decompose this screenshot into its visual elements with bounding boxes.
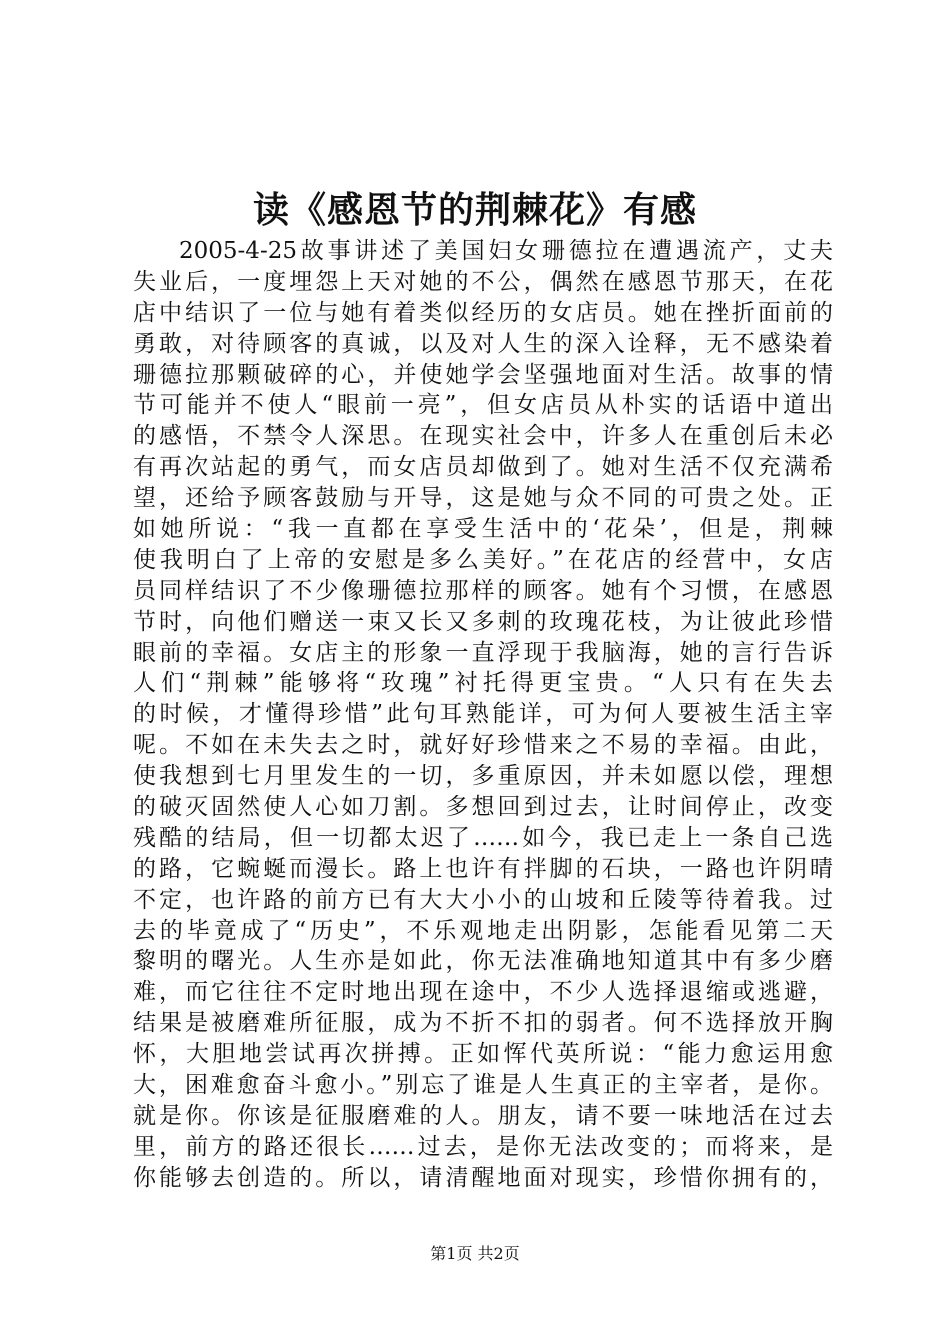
document-title: 读《感恩节的荆棘花》有感 (252, 189, 697, 231)
text-line: 的时候，才懂得珍惜”此句耳熟能详，可为何人要被生活主宰 (133, 701, 833, 728)
text-line: 就是你。你该是征服磨难的人。朋友，请不要一味地活在过去 (133, 1102, 833, 1129)
text-line: 员同样结识了不少像珊德拉那样的顾客。她有个习惯，在感恩 (133, 577, 833, 604)
text-line: 难，而它往往不定时地出现在途中，不少人选择退缩或逃避， (133, 979, 833, 1006)
text-line: 节可能并不使人“眼前一亮”，但女店员从朴实的话语中道出 (133, 392, 833, 419)
text-line: 失业后，一度埋怨上天对她的不公，偶然在感恩节那天，在花 (133, 268, 833, 295)
body-paragraph (133, 236, 833, 1194)
text-line: 的感悟，不禁令人深思。在现实社会中，许多人在重创后未必 (133, 423, 833, 450)
text-line: 店中结识了一位与她有着类似经历的女店员。她在挫折面前的 (133, 299, 833, 326)
text-line: 你能够去创造的。所以，请清醒地面对现实，珍惜你拥有的， (133, 1164, 833, 1191)
text-line: 去的毕竟成了“历史”，不乐观地走出阴影，怎能看见第二天 (133, 917, 833, 944)
text-line: 残酷的结局，但一切都太迟了……如今，我已走上一条自己选 (133, 824, 833, 851)
text-line: 呢。不如在未失去之时，就好好珍惜来之不易的幸福。由此， (133, 732, 833, 759)
text-line: 怀，大胆地尝试再次拼搏。正如恽代英所说：“能力愈运用愈 (133, 1041, 833, 1068)
text-line: 使我明白了上帝的安慰是多么美好。”在花店的经营中，女店 (133, 546, 833, 573)
text-line: 节时，向他们赠送一束又长又多刺的玫瑰花枝，为让彼此珍惜 (133, 608, 833, 635)
text-line: 眼前的幸福。女店主的形象一直浮现于我脑海，她的言行告诉 (133, 639, 833, 666)
text-line: 的破灭固然使人心如刀割。多想回到过去，让时间停止，改变 (133, 794, 833, 821)
text-line: 里，前方的路还很长……过去，是你无法改变的；而将来，是 (133, 1133, 833, 1160)
page-footer: 第1页 共2页 (430, 1244, 520, 1263)
text-line: 珊德拉那颗破碎的心，并使她学会坚强地面对生活。故事的情 (133, 361, 833, 388)
text-line: 有再次站起的勇气，而女店员却做到了。她对生活不仅充满希 (133, 454, 833, 481)
text-line: 使我想到七月里发生的一切，多重原因，并未如愿以偿，理想 (133, 763, 833, 790)
text-line: 人们“荆棘”能够将“玫瑰”衬托得更宝贵。“人只有在失去 (133, 670, 833, 697)
text-line: 不定，也许路的前方已有大大小小的山坡和丘陵等待着我。过 (133, 886, 833, 913)
text-line: 大，困难愈奋斗愈小。”别忘了谁是人生真正的主宰者，是你。 (133, 1072, 833, 1099)
text-line: 如她所说：“我一直都在享受生活中的‘花朵’，但是，荆棘 (133, 516, 833, 543)
text-line: 结果是被磨难所征服，成为不折不扣的弱者。何不选择放开胸 (133, 1010, 833, 1037)
text-line: 望，还给予顾客鼓励与开导，这是她与众不同的可贵之处。正 (133, 485, 833, 512)
text-line: 的路，它蜿蜒而漫长。路上也许有拌脚的石块，一路也许阴晴 (133, 855, 833, 882)
text-line: 2005-4-25故事讲述了美国妇女珊德拉在遭遇流产，丈夫 (179, 238, 833, 264)
text-line: 黎明的曙光。人生亦是如此，你无法准确地知道其中有多少磨 (133, 948, 833, 975)
text-line: 勇敢，对待顾客的真诚，以及对人生的深入诠释，无不感染着 (133, 330, 833, 357)
